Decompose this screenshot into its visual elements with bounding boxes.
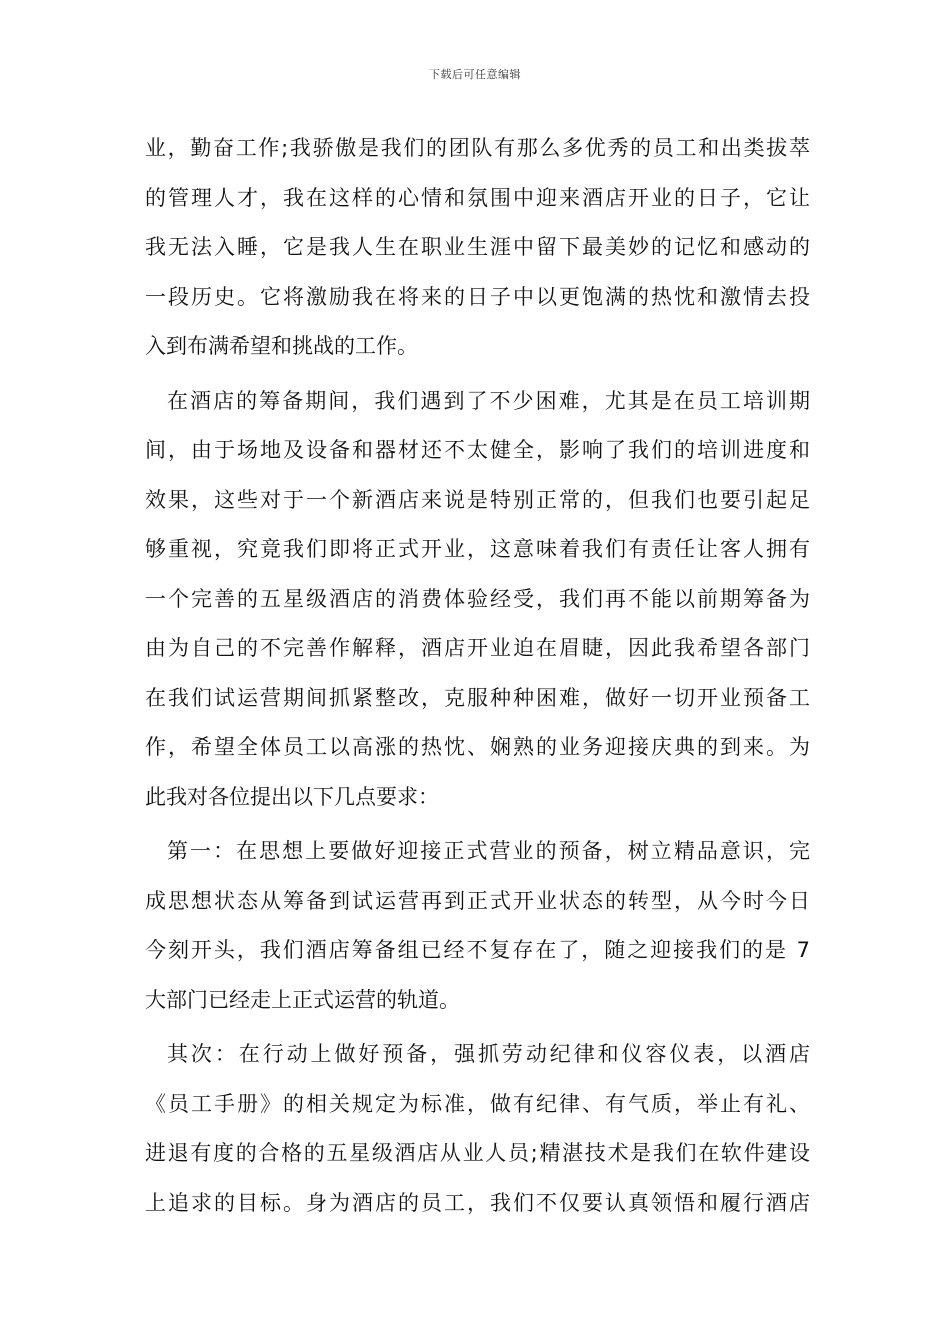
- text-line: 进退有度的合格的五星级酒店从业人员;精湛技术是我们在软件建设: [145, 1141, 810, 1165]
- text-line: 由为自己的不完善作解释，酒店开业迫在眉睫，因此我希望各部门: [145, 636, 810, 660]
- paragraph: [145, 124, 810, 372]
- text-line: 第一：在思想上要做好迎接正式营业的预备，树立精品意识，完: [167, 839, 810, 863]
- paragraph: [145, 827, 810, 1025]
- text-line: 间，由于场地及设备和器材还不太健全，影响了我们的培训进度和: [145, 438, 810, 462]
- text-line: 业，勤奋工作;我骄傲是我们的团队有那么多优秀的员工和出类拔萃: [145, 136, 810, 160]
- paragraph: [145, 377, 810, 823]
- text-line: 作，希望全体员工以高涨的热忱、娴熟的业务迎接庆典的到来。为: [145, 735, 810, 759]
- text-line: 其次：在行动上做好预备，强抓劳动纪律和仪容仪表，以酒店: [167, 1042, 810, 1066]
- text-line: 入到布满希望和挑战的工作。: [145, 334, 418, 358]
- text-line: 《员工手册》的相关规定为标准，做有纪律、有气质，举止有礼、: [145, 1091, 810, 1116]
- text-line: 今刻开头，我们酒店筹备组已经不复存在了，随之迎接我们的是 7: [145, 938, 810, 962]
- text-line: 在酒店的筹备期间，我们遇到了不少困难，尤其是在员工培训期: [167, 388, 810, 413]
- text-line: 在我们试运营期间抓紧整改，克服种种困难，做好一切开业预备工: [145, 685, 810, 710]
- text-line: 一个完善的五星级酒店的消费体验经受，我们再不能以前期筹备为: [145, 586, 810, 611]
- text-line: 成思想状态从筹备到试运营再到正式开业状态的转型，从今时今日: [145, 888, 810, 913]
- text-line: 我无法入睡，它是我人生在职业生涯中留下最美妙的记忆和感动的: [145, 235, 810, 259]
- text-line: 一段历史。它将激励我在将来的日子中以更饱满的热忱和激情去投: [145, 284, 810, 309]
- text-line: 效果，这些对于一个新酒店来说是特别正常的，但我们也要引起足: [145, 487, 810, 512]
- text-line: 的管理人才，我在这样的心情和氛围中迎来酒店开业的日子，它让: [145, 185, 810, 210]
- text-line: 此我对各位提出以下几点要求：: [145, 784, 439, 809]
- text-line: 上追求的目标。身为酒店的员工，我们不仅要认真领悟和履行酒店: [145, 1190, 810, 1215]
- text-line: 大部门已经走上正式运营的轨道。: [145, 987, 460, 1012]
- document-body: [145, 124, 810, 1228]
- paragraph: [145, 1030, 810, 1228]
- text-line: 够重视，究竟我们即将正式开业，这意味着我们有责任让客人拥有: [145, 537, 810, 561]
- page-header: 下载后可任意编辑: [429, 68, 521, 81]
